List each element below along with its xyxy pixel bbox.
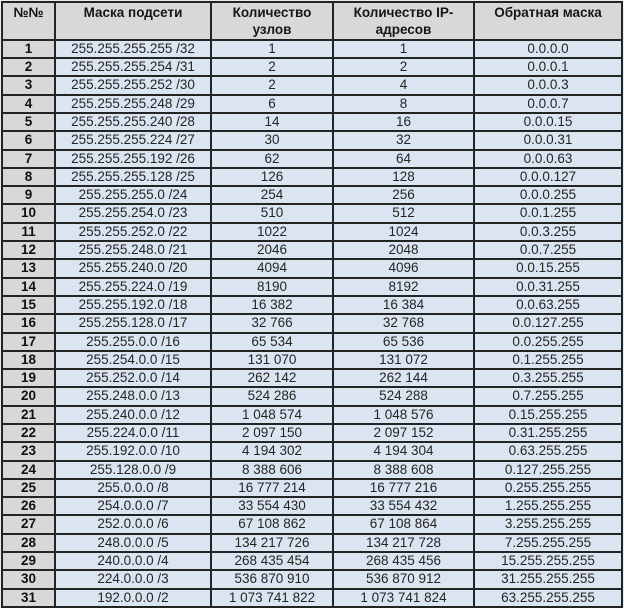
host-count-cell: 536 870 910	[211, 570, 333, 588]
wildcard-mask-cell: 0.0.15.255	[474, 259, 622, 277]
subnet-mask-cell: 255.192.0.0 /10	[55, 442, 211, 460]
row-number-cell: 9	[2, 186, 55, 204]
row-number-cell: 15	[2, 296, 55, 314]
row-number-cell: 21	[2, 406, 55, 424]
host-count-cell: 16 777 214	[211, 479, 333, 497]
wildcard-mask-cell: 0.7.255.255	[474, 387, 622, 405]
col-header-host-count: Количество узлов	[211, 2, 333, 40]
wildcard-mask-cell: 3.255.255.255	[474, 515, 622, 533]
table-row	[2, 534, 622, 552]
table-row	[2, 131, 622, 149]
col-header-ip-count: Количество IP-адресов	[333, 2, 474, 40]
host-count-cell: 262 142	[211, 369, 333, 387]
row-number-cell: 1	[2, 40, 55, 58]
host-count-cell: 126	[211, 168, 333, 186]
ip-count-cell: 512	[333, 204, 474, 222]
ip-count-cell: 2048	[333, 241, 474, 259]
wildcard-mask-cell: 0.0.0.15	[474, 113, 622, 131]
wildcard-mask-cell: 0.0.3.255	[474, 223, 622, 241]
host-count-cell: 67 108 862	[211, 515, 333, 533]
wildcard-mask-cell: 0.255.255.255	[474, 479, 622, 497]
ip-count-cell: 8 388 608	[333, 461, 474, 479]
table-row	[2, 570, 622, 588]
host-count-cell: 8190	[211, 278, 333, 296]
ip-count-cell: 131 072	[333, 351, 474, 369]
row-number-cell: 7	[2, 150, 55, 168]
col-header-subnet-mask: Маска подсети	[55, 2, 211, 40]
table-row	[2, 515, 622, 533]
host-count-cell: 33 554 430	[211, 497, 333, 515]
ip-count-cell: 33 554 432	[333, 497, 474, 515]
wildcard-mask-cell: 0.63.255.255	[474, 442, 622, 460]
subnet-mask-cell: 255.248.0.0 /13	[55, 387, 211, 405]
ip-count-cell: 524 288	[333, 387, 474, 405]
table-row	[2, 150, 622, 168]
subnet-mask-cell: 255.255.255.224 /27	[55, 131, 211, 149]
subnet-mask-cell: 255.255.255.192 /26	[55, 150, 211, 168]
table-row	[2, 296, 622, 314]
ip-count-cell: 128	[333, 168, 474, 186]
wildcard-mask-cell: 0.0.0.1	[474, 58, 622, 76]
table-row	[2, 314, 622, 332]
row-number-cell: 23	[2, 442, 55, 460]
wildcard-mask-cell: 31.255.255.255	[474, 570, 622, 588]
wildcard-mask-cell: 63.255.255.255	[474, 589, 622, 607]
row-number-cell: 30	[2, 570, 55, 588]
subnet-mask-cell: 255.0.0.0 /8	[55, 479, 211, 497]
subnet-mask-cell: 255.255.128.0 /17	[55, 314, 211, 332]
host-count-cell: 134 217 726	[211, 534, 333, 552]
subnet-mask-cell: 224.0.0.0 /3	[55, 570, 211, 588]
table-row	[2, 204, 622, 222]
subnet-mask-cell: 255.255.254.0 /23	[55, 204, 211, 222]
table-row	[2, 369, 622, 387]
subnet-mask-cell: 255.255.0.0 /16	[55, 333, 211, 351]
table-row	[2, 442, 622, 460]
ip-count-cell: 67 108 864	[333, 515, 474, 533]
subnet-mask-cell: 255.255.192.0 /18	[55, 296, 211, 314]
row-number-cell: 25	[2, 479, 55, 497]
ip-count-cell: 256	[333, 186, 474, 204]
wildcard-mask-cell: 0.3.255.255	[474, 369, 622, 387]
host-count-cell: 8 388 606	[211, 461, 333, 479]
wildcard-mask-cell: 0.0.0.0	[474, 40, 622, 58]
subnet-mask-table	[1, 1, 623, 608]
host-count-cell: 4 194 302	[211, 442, 333, 460]
host-count-cell: 1 048 574	[211, 406, 333, 424]
wildcard-mask-cell: 0.0.1.255	[474, 204, 622, 222]
host-count-cell: 2 097 150	[211, 424, 333, 442]
wildcard-mask-cell: 0.0.0.63	[474, 150, 622, 168]
ip-count-cell: 8	[333, 95, 474, 113]
ip-count-cell: 32 768	[333, 314, 474, 332]
row-number-cell: 11	[2, 223, 55, 241]
row-number-cell: 6	[2, 131, 55, 149]
ip-count-cell: 1 073 741 824	[333, 589, 474, 607]
row-number-cell: 26	[2, 497, 55, 515]
ip-count-cell: 1024	[333, 223, 474, 241]
row-number-cell: 3	[2, 76, 55, 94]
subnet-mask-cell: 255.255.255.0 /24	[55, 186, 211, 204]
subnet-mask-cell: 255.252.0.0 /14	[55, 369, 211, 387]
table-row	[2, 259, 622, 277]
table-row	[2, 406, 622, 424]
host-count-cell: 2	[211, 76, 333, 94]
row-number-cell: 31	[2, 589, 55, 607]
wildcard-mask-cell: 0.1.255.255	[474, 351, 622, 369]
table-row	[2, 113, 622, 131]
host-count-cell: 62	[211, 150, 333, 168]
wildcard-mask-cell: 0.0.255.255	[474, 333, 622, 351]
table-row	[2, 424, 622, 442]
host-count-cell: 30	[211, 131, 333, 149]
table-row	[2, 479, 622, 497]
row-number-cell: 10	[2, 204, 55, 222]
ip-count-cell: 4	[333, 76, 474, 94]
row-number-cell: 8	[2, 168, 55, 186]
ip-count-cell: 16 384	[333, 296, 474, 314]
host-count-cell: 2	[211, 58, 333, 76]
table-row	[2, 552, 622, 570]
host-count-cell: 510	[211, 204, 333, 222]
host-count-cell: 14	[211, 113, 333, 131]
wildcard-mask-cell: 0.0.31.255	[474, 278, 622, 296]
wildcard-mask-cell: 0.31.255.255	[474, 424, 622, 442]
wildcard-mask-cell: 0.0.0.127	[474, 168, 622, 186]
subnet-mask-cell: 255.255.255.128 /25	[55, 168, 211, 186]
host-count-cell: 524 286	[211, 387, 333, 405]
ip-count-cell: 65 536	[333, 333, 474, 351]
host-count-cell: 6	[211, 95, 333, 113]
wildcard-mask-cell: 0.0.0.255	[474, 186, 622, 204]
wildcard-mask-cell: 0.0.0.31	[474, 131, 622, 149]
table-row	[2, 241, 622, 259]
ip-count-cell: 16 777 216	[333, 479, 474, 497]
subnet-mask-cell: 255.240.0.0 /12	[55, 406, 211, 424]
subnet-mask-table-container	[1, 1, 621, 608]
host-count-cell: 32 766	[211, 314, 333, 332]
table-header	[2, 2, 622, 40]
subnet-mask-cell: 254.0.0.0 /7	[55, 497, 211, 515]
subnet-mask-cell: 255.255.255.240 /28	[55, 113, 211, 131]
ip-count-cell: 4 194 304	[333, 442, 474, 460]
host-count-cell: 268 435 454	[211, 552, 333, 570]
wildcard-mask-cell: 15.255.255.255	[474, 552, 622, 570]
wildcard-mask-cell: 0.0.63.255	[474, 296, 622, 314]
subnet-mask-cell: 255.224.0.0 /11	[55, 424, 211, 442]
host-count-cell: 2046	[211, 241, 333, 259]
row-number-cell: 17	[2, 333, 55, 351]
table-row	[2, 58, 622, 76]
row-number-cell: 12	[2, 241, 55, 259]
host-count-cell: 16 382	[211, 296, 333, 314]
wildcard-mask-cell: 0.0.0.7	[474, 95, 622, 113]
subnet-mask-cell: 252.0.0.0 /6	[55, 515, 211, 533]
table-row	[2, 278, 622, 296]
table-row	[2, 497, 622, 515]
ip-count-cell: 536 870 912	[333, 570, 474, 588]
table-row	[2, 589, 622, 607]
col-header-number: №№	[2, 2, 55, 40]
host-count-cell: 1 073 741 822	[211, 589, 333, 607]
host-count-cell: 65 534	[211, 333, 333, 351]
host-count-cell: 4094	[211, 259, 333, 277]
row-number-cell: 2	[2, 58, 55, 76]
row-number-cell: 20	[2, 387, 55, 405]
col-header-wildcard-mask: Обратная маска	[474, 2, 622, 40]
table-row	[2, 333, 622, 351]
row-number-cell: 27	[2, 515, 55, 533]
subnet-mask-cell: 255.255.240.0 /20	[55, 259, 211, 277]
subnet-mask-cell: 240.0.0.0 /4	[55, 552, 211, 570]
host-count-cell: 254	[211, 186, 333, 204]
row-number-cell: 13	[2, 259, 55, 277]
table-row	[2, 76, 622, 94]
table-row	[2, 40, 622, 58]
table-row	[2, 387, 622, 405]
row-number-cell: 18	[2, 351, 55, 369]
wildcard-mask-cell: 0.0.7.255	[474, 241, 622, 259]
subnet-mask-cell: 255.255.255.252 /30	[55, 76, 211, 94]
table-row	[2, 461, 622, 479]
row-number-cell: 19	[2, 369, 55, 387]
subnet-mask-cell: 255.255.255.254 /31	[55, 58, 211, 76]
wildcard-mask-cell: 7.255.255.255	[474, 534, 622, 552]
ip-count-cell: 1 048 576	[333, 406, 474, 424]
row-number-cell: 29	[2, 552, 55, 570]
wildcard-mask-cell: 0.15.255.255	[474, 406, 622, 424]
row-number-cell: 22	[2, 424, 55, 442]
row-number-cell: 28	[2, 534, 55, 552]
table-row	[2, 186, 622, 204]
ip-count-cell: 134 217 728	[333, 534, 474, 552]
ip-count-cell: 64	[333, 150, 474, 168]
subnet-mask-cell: 255.128.0.0 /9	[55, 461, 211, 479]
host-count-cell: 131 070	[211, 351, 333, 369]
wildcard-mask-cell: 0.0.127.255	[474, 314, 622, 332]
subnet-mask-cell: 255.254.0.0 /15	[55, 351, 211, 369]
row-number-cell: 16	[2, 314, 55, 332]
row-number-cell: 24	[2, 461, 55, 479]
header-row	[2, 2, 622, 40]
row-number-cell: 14	[2, 278, 55, 296]
subnet-mask-cell: 255.255.248.0 /21	[55, 241, 211, 259]
wildcard-mask-cell: 1.255.255.255	[474, 497, 622, 515]
table-row	[2, 95, 622, 113]
wildcard-mask-cell: 0.127.255.255	[474, 461, 622, 479]
ip-count-cell: 8192	[333, 278, 474, 296]
ip-count-cell: 32	[333, 131, 474, 149]
subnet-mask-cell: 192.0.0.0 /2	[55, 589, 211, 607]
host-count-cell: 1	[211, 40, 333, 58]
host-count-cell: 1022	[211, 223, 333, 241]
subnet-mask-cell: 255.255.255.255 /32	[55, 40, 211, 58]
subnet-mask-cell: 255.255.255.248 /29	[55, 95, 211, 113]
ip-count-cell: 2 097 152	[333, 424, 474, 442]
table-row	[2, 168, 622, 186]
table-body	[2, 40, 622, 607]
table-row	[2, 351, 622, 369]
ip-count-cell: 262 144	[333, 369, 474, 387]
ip-count-cell: 2	[333, 58, 474, 76]
ip-count-cell: 1	[333, 40, 474, 58]
ip-count-cell: 16	[333, 113, 474, 131]
row-number-cell: 5	[2, 113, 55, 131]
row-number-cell: 4	[2, 95, 55, 113]
subnet-mask-cell: 255.255.252.0 /22	[55, 223, 211, 241]
wildcard-mask-cell: 0.0.0.3	[474, 76, 622, 94]
subnet-mask-cell: 248.0.0.0 /5	[55, 534, 211, 552]
table-row	[2, 223, 622, 241]
ip-count-cell: 4096	[333, 259, 474, 277]
ip-count-cell: 268 435 456	[333, 552, 474, 570]
subnet-mask-cell: 255.255.224.0 /19	[55, 278, 211, 296]
